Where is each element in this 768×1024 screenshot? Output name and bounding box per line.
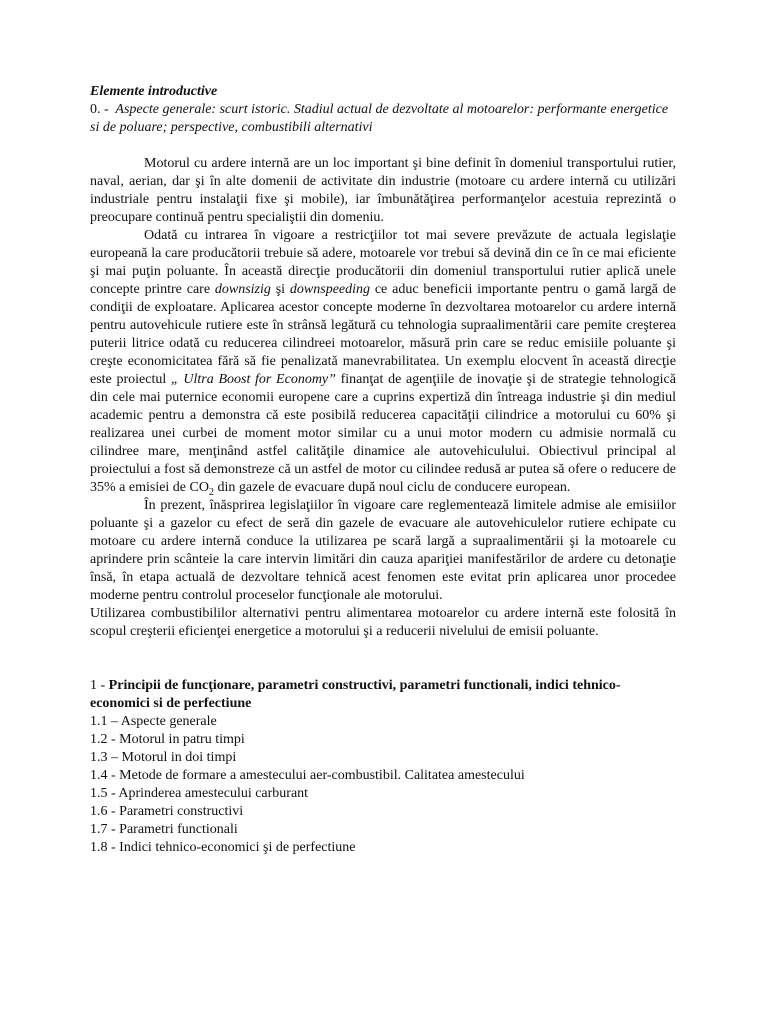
paragraph-2-part-e: din gazele de evacuare după noul ciclu de conducere european. — [213, 480, 571, 495]
paragraph-2-part-b: şi — [270, 282, 290, 297]
toc-list — [90, 713, 676, 857]
chapter-title-text: Principii de funcţionare, parametri constructivi, parametri functionali, indici tehnico-economici si de perfectiune — [90, 678, 621, 711]
paragraph-2 — [90, 227, 676, 497]
toc-item: 1.5 - Aprinderea amestecului carburant — [90, 786, 309, 801]
toc-item: 1.7 - Parametri functionali — [90, 822, 238, 837]
toc-item: 1.3 – Motorul in doi timpi — [90, 750, 237, 765]
term-downspeeding: downspeeding — [289, 282, 371, 297]
co2-subscript: 2 — [208, 486, 214, 498]
section-heading: Elemente introductive — [90, 84, 218, 99]
project-name: „ Ultra Boost for Economy” — [170, 372, 336, 387]
section-subheading — [90, 101, 676, 137]
chapter-number: 1 - — [90, 678, 106, 693]
paragraph-3: În prezent, înăsprirea legislaţiilor în vigoare care reglementează limitele admise ale emisiilor poluante şi a gazelor cu efect de seră din gazele de evacuare ale autovehiculelor rutiere echipate cu motoare cu ardere internă conduce la utilizarea pe scară largă a supraalimentării şi la motoarele cu aprindere prin scânteie la care intervin limitări din cauza apariţiei manifestărilor de ardere cu detonaţie însă, în etapa actuală de dezvoltare tehnică acest fenomen este evitat prin aplicarea unor procedee moderne pentru controlul proceselor funcţionale ale motorului. — [90, 498, 676, 603]
toc-item: 1.8 - Indici tehnico-economici şi de perfectiune — [90, 840, 356, 855]
toc-item: 1.2 - Motorul in patru timpi — [90, 732, 245, 747]
document-page — [90, 83, 676, 857]
term-downsizing: downsizig — [214, 282, 271, 297]
subheading-text: Aspecte generale: scurt istoric. Stadiul actual de dezvoltate al motoarelor: performante energetice si de poluare; perspective, combustibili alternativi — [90, 102, 669, 135]
paragraph-2-part-d: finanţat de agenţiile de inovaţie şi de strategie tehnologică din cele mai puternice economii europene care a cuprins expertiză din întreaga industrie şi din mediul academic pentru a demonstra că este posibilă reducerea capacităţii cilindrice a motorului cu 60% şi realizarea unei curbei de moment motor similar cu a unui motor modern cu admisie normală cu cilindree mare, menţinând astfel calităţile dinamice ale autovehiculului. Obiectivul principal al proiectului a fost să demonstreze că un astfel de motor cu cilindee redusă ar putea să ofere o reducere de 35% a emisiei de CO — [90, 372, 676, 495]
subheading-number: 0. - — [90, 102, 109, 117]
toc-item: 1.1 – Aspecte generale — [90, 714, 217, 729]
paragraph-1: Motorul cu ardere internă are un loc important şi bine definit în domeniul transportului rutier, naval, aerian, dar şi în alte domenii de activitate din industrie (motoare cu ardere internă cu utilizări industriale pentru instalaţii fixe şi mobile), iar îmbunătăţirea performanţelor acestuia reprezintă o preocupare continuă pentru specialiştii din domeniu. — [90, 156, 676, 225]
chapter-title — [90, 677, 676, 713]
paragraph-4: Utilizarea combustibililor alternativi pentru alimentarea motoarelor cu ardere internă este folosită în scopul creşterii eficienţei energetice a motorului şi a reducerii nivelului de emisii poluante. — [90, 606, 676, 639]
paragraph-2-part-c: ce aduc beneficii importante pentru o gamă largă de condiţii de exploatare. Aplicarea acestor concepte moderne în dezvoltarea motoarelor cu ardere internă pentru autovehicule rutiere este în strânsă legătură cu tehnologia supraalimentării care pemite creşterea puterii litrice odată cu reducerea cilindreei motoarelor, măsură prin care se reduc emisiile poluante şi creşte economicitatea fără să fie penalizată manevrabilitatea. Un exemplu elocvent în această direcţie este proiectul — [90, 282, 677, 387]
toc-item: 1.6 - Parametri constructivi — [90, 804, 244, 819]
toc-item: 1.4 - Metode de formare a amestecului aer-combustibil. Calitatea amestecului — [90, 768, 525, 783]
paragraph-2-part-a: Odată cu intrarea în vigoare a restricţiilor tot mai severe prevăzute de actuala legislaţie europeană la care producătorii trebuie să adere, motoarele vor trebui să devină din ce în ce mai eficiente şi mai puţin poluante. În această direcţie producătorii din domeniul transportului rutier aplică unele concepte printre care — [90, 228, 676, 297]
